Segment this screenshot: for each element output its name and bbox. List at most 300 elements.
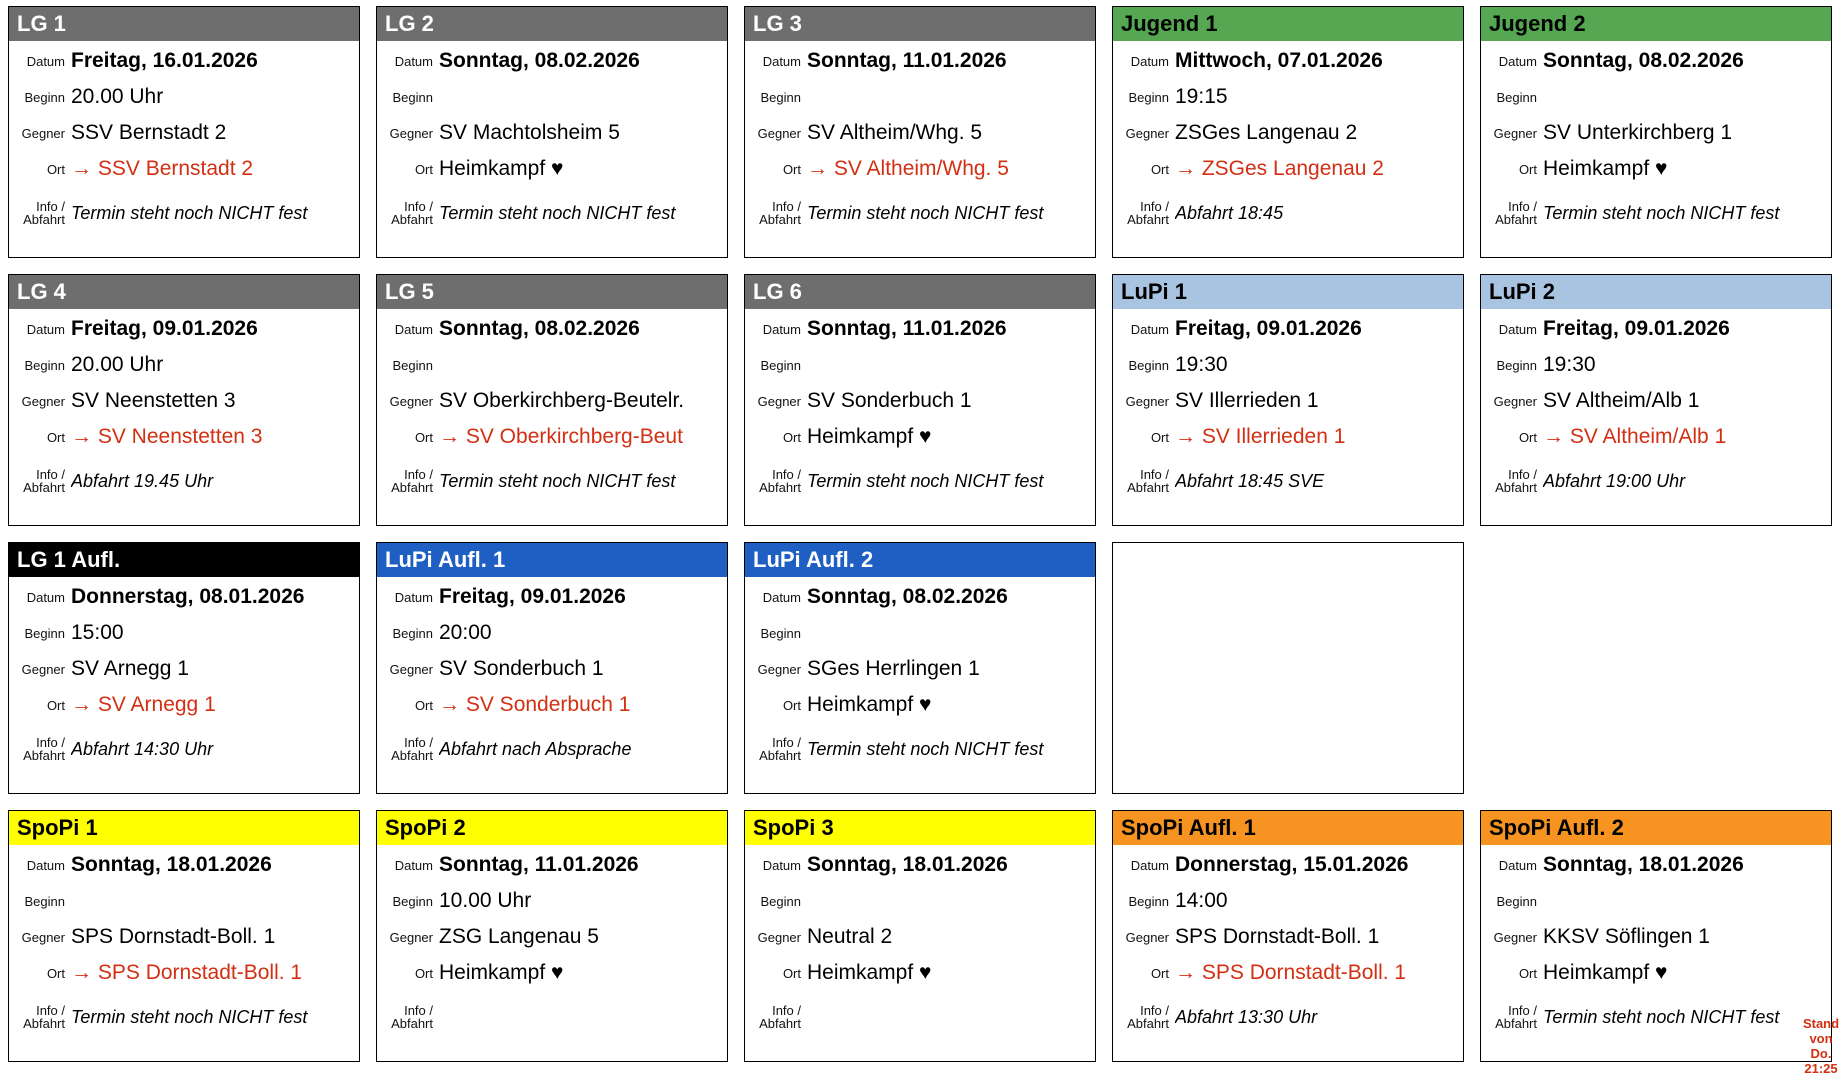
datum [377,43,727,79]
info-abfahrt-label: Info / Abfahrt [1127,1003,1169,1031]
gegner [1113,115,1463,151]
gegner [745,115,1095,151]
ort-value: → SV Neenstetten 3 [71,425,263,448]
ort-value: Heimkampf ♥ [807,693,932,716]
stand-note [1801,1016,1841,1076]
match-card-rows [9,845,359,1061]
match-card [1112,810,1464,1062]
match-card-rows [1481,845,1831,1061]
beginn [1113,347,1463,383]
beginn-label: Beginn [1496,893,1537,909]
match-card-cell [0,268,368,536]
ort-value: Heimkampf ♥ [1543,157,1668,180]
datum-label: Datum [394,857,433,873]
info-abfahrt [377,723,727,775]
beginn [377,347,727,383]
match-card-rows [9,41,359,257]
ort-label: Ort [414,965,433,981]
match-card-cell [1472,0,1840,268]
beginn-value: 20.00 Uhr [71,85,164,108]
beginn [1481,79,1831,115]
info-abfahrt-value: Abfahrt 18:45 [1175,202,1284,223]
ort [9,687,359,723]
match-card-cell [736,0,1104,268]
gegner-label: Gegner [757,661,801,677]
ort-value: → SV Sonderbuch 1 [439,693,631,716]
datum-label: Datum [394,589,433,605]
match-card [744,810,1096,1062]
datum [745,311,1095,347]
info-abfahrt-label: Info / Abfahrt [759,735,801,763]
stand-note-line4: 21:25 [1804,1061,1838,1076]
beginn [377,615,727,651]
beginn-label: Beginn [1128,893,1169,909]
beginn-label: Beginn [24,625,65,641]
datum-value: Sonntag, 11.01.2026 [807,49,1007,72]
ort-label: Ort [414,161,433,177]
match-card-cell [736,536,1104,804]
beginn-label: Beginn [1128,89,1169,105]
gegner-value: SV Sonderbuch 1 [439,657,604,680]
datum [745,579,1095,615]
beginn [745,79,1095,115]
match-card-title: SpoPi 1 [9,811,359,845]
datum-value: Sonntag, 18.01.2026 [71,853,272,876]
info-abfahrt [377,455,727,507]
info-abfahrt-label: Info / Abfahrt [391,199,433,227]
gegner-label: Gegner [389,661,433,677]
match-card-cell [368,536,736,804]
beginn [9,615,359,651]
info-abfahrt [1481,187,1831,239]
gegner-label: Gegner [389,929,433,945]
match-card [1112,542,1464,794]
beginn-value: 19:15 [1175,85,1228,108]
ort-label: Ort [782,965,801,981]
datum-value: Freitag, 16.01.2026 [71,49,258,72]
beginn [377,79,727,115]
ort-label: Ort [1518,161,1537,177]
match-card-title: LG 1 Aufl. [9,543,359,577]
match-card-cell [0,536,368,804]
ort-label: Ort [46,965,65,981]
gegner [1481,383,1831,419]
match-card-cell [1104,536,1472,804]
gegner [9,115,359,151]
gegner [1113,383,1463,419]
datum-label: Datum [762,321,801,337]
gegner-value: SGes Herrlingen 1 [807,657,980,680]
datum [1481,847,1831,883]
datum-label: Datum [1498,321,1537,337]
ort [377,687,727,723]
ort [9,151,359,187]
match-card [1480,6,1832,258]
info-abfahrt [1113,187,1463,239]
gegner-value: KKSV Söflingen 1 [1543,925,1710,948]
gegner-label: Gegner [21,393,65,409]
match-card-rows [1113,845,1463,1061]
gegner-label: Gegner [1493,393,1537,409]
gegner [9,919,359,955]
ort-value: → SV Illerrieden 1 [1175,425,1346,448]
beginn [9,883,359,919]
gegner-label: Gegner [757,125,801,141]
gegner [1481,919,1831,955]
ort-value: → SV Arnegg 1 [71,693,216,716]
match-card-title: Jugend 1 [1113,7,1463,41]
datum-value: Sonntag, 18.01.2026 [1543,853,1744,876]
info-abfahrt-value: Termin steht noch NICHT fest [1543,1006,1780,1027]
info-abfahrt-value: Termin steht noch NICHT fest [807,738,1044,759]
ort-label: Ort [414,429,433,445]
match-card-cell [1472,804,1840,1072]
info-abfahrt-label: Info / Abfahrt [759,1003,801,1031]
datum [377,311,727,347]
info-abfahrt-value: Abfahrt 19.45 Uhr [71,470,214,491]
datum [377,579,727,615]
ort [1113,151,1463,187]
gegner [377,115,727,151]
ort-value: → ZSGes Langenau 2 [1175,157,1384,180]
datum-label: Datum [1498,857,1537,873]
info-abfahrt-value: Abfahrt 14:30 Uhr [71,738,214,759]
match-card-cell [368,804,736,1072]
match-card-title: LuPi Aufl. 1 [377,543,727,577]
match-card-title: SpoPi 3 [745,811,1095,845]
datum-value: Freitag, 09.01.2026 [439,585,626,608]
gegner-value: SV Altheim/Alb 1 [1543,389,1700,412]
stand-note-line2: von [1809,1031,1833,1046]
info-abfahrt-value: Abfahrt nach Absprache [439,738,632,759]
match-card-cell [0,804,368,1072]
datum [9,847,359,883]
ort [9,419,359,455]
match-card [744,542,1096,794]
info-abfahrt-label: Info / Abfahrt [1127,467,1169,495]
datum [9,311,359,347]
beginn [1113,883,1463,919]
match-card [1112,274,1464,526]
match-card-title: SpoPi 2 [377,811,727,845]
gegner-value: SV Oberkirchberg-Beutelr. [439,389,685,412]
ort [9,955,359,991]
beginn [9,79,359,115]
info-abfahrt-label: Info / Abfahrt [391,1003,433,1031]
datum-label: Datum [1130,857,1169,873]
match-card-rows [377,309,727,525]
gegner-label: Gegner [1125,393,1169,409]
ort [377,151,727,187]
beginn-label: Beginn [392,89,433,105]
gegner [745,383,1095,419]
beginn-value: 19:30 [1543,353,1596,376]
datum-value: Freitag, 09.01.2026 [1175,317,1362,340]
gegner [1481,115,1831,151]
datum-value: Sonntag, 11.01.2026 [807,317,1007,340]
beginn [1481,883,1831,919]
info-abfahrt [1481,991,1831,1043]
match-card-rows [1481,309,1831,525]
ort [377,419,727,455]
match-card-cell [368,268,736,536]
info-abfahrt-value: Abfahrt 18:45 SVE [1175,470,1325,491]
info-abfahrt [745,187,1095,239]
datum-label: Datum [1498,53,1537,69]
beginn [745,347,1095,383]
gegner-label: Gegner [1125,929,1169,945]
gegner-value: SV Sonderbuch 1 [807,389,972,412]
beginn-label: Beginn [1128,357,1169,373]
gegner-value: SV Arnegg 1 [71,657,189,680]
gegner [9,651,359,687]
ort-label: Ort [46,697,65,713]
gegner [745,651,1095,687]
beginn-label: Beginn [760,357,801,373]
datum-value: Mittwoch, 07.01.2026 [1175,49,1383,72]
gegner-label: Gegner [21,125,65,141]
gegner [377,651,727,687]
match-card-title: LG 5 [377,275,727,309]
datum-value: Sonntag, 08.02.2026 [439,49,640,72]
beginn-label: Beginn [392,893,433,909]
match-card [1112,6,1464,258]
ort [1481,419,1831,455]
info-abfahrt-label: Info / Abfahrt [23,735,65,763]
match-card-title: LuPi Aufl. 2 [745,543,1095,577]
info-abfahrt [377,187,727,239]
info-abfahrt [745,723,1095,775]
ort-label: Ort [1150,161,1169,177]
datum-label: Datum [1130,321,1169,337]
datum-value: Sonntag, 11.01.2026 [439,853,639,876]
beginn-value: 20:00 [439,621,492,644]
beginn-label: Beginn [760,893,801,909]
info-abfahrt-value: Termin steht noch NICHT fest [439,202,676,223]
datum [377,847,727,883]
match-card-rows [1113,41,1463,257]
gegner [377,383,727,419]
match-card-title: LG 4 [9,275,359,309]
beginn-value: 14:00 [1175,889,1228,912]
info-abfahrt-label: Info / Abfahrt [391,467,433,495]
beginn [1113,79,1463,115]
ort-label: Ort [782,161,801,177]
datum [1481,311,1831,347]
ort [745,419,1095,455]
beginn-label: Beginn [1496,89,1537,105]
ort-label: Ort [1150,965,1169,981]
datum-label: Datum [26,53,65,69]
match-card-rows [745,577,1095,793]
gegner-value: SSV Bernstadt 2 [71,121,227,144]
ort [1113,955,1463,991]
ort-label: Ort [782,429,801,445]
info-abfahrt [1113,455,1463,507]
match-card [376,274,728,526]
datum [1481,43,1831,79]
beginn-label: Beginn [24,357,65,373]
gegner-value: ZSGes Langenau 2 [1175,121,1358,144]
gegner-label: Gegner [757,393,801,409]
gegner-value: ZSG Langenau 5 [439,925,599,948]
gegner-label: Gegner [1125,125,1169,141]
match-card-cell [1104,804,1472,1072]
match-card [8,6,360,258]
info-abfahrt-value: Termin steht noch NICHT fest [1543,202,1780,223]
ort-value: Heimkampf ♥ [439,961,564,984]
stand-note-line1: Stand [1802,1016,1840,1031]
gegner-label: Gegner [21,661,65,677]
ort-label: Ort [1150,429,1169,445]
datum [745,43,1095,79]
beginn-label: Beginn [1496,357,1537,373]
datum-value: Sonntag, 08.02.2026 [1543,49,1744,72]
beginn-label: Beginn [760,89,801,105]
ort-value: → SPS Dornstadt-Boll. 1 [1175,961,1407,984]
gegner-label: Gegner [389,393,433,409]
gegner-label: Gegner [21,929,65,945]
info-abfahrt-label: Info / Abfahrt [1495,199,1537,227]
gegner [745,919,1095,955]
info-abfahrt [9,991,359,1043]
datum-label: Datum [1130,53,1169,69]
info-abfahrt-value: Abfahrt 19:00 Uhr [1543,470,1686,491]
match-card [8,542,360,794]
datum-label: Datum [762,857,801,873]
ort-value: Heimkampf ♥ [1543,961,1668,984]
match-card-rows [9,309,359,525]
info-abfahrt-label: Info / Abfahrt [1127,199,1169,227]
ort-label: Ort [46,429,65,445]
match-card-cell [736,804,1104,1072]
datum-label: Datum [26,321,65,337]
beginn [9,347,359,383]
gegner [9,383,359,419]
info-abfahrt-label: Info / Abfahrt [23,199,65,227]
datum-value: Sonntag, 08.02.2026 [807,585,1008,608]
ort [745,687,1095,723]
gegner-value: Neutral 2 [807,925,893,948]
datum [9,579,359,615]
ort [745,955,1095,991]
ort [1481,955,1831,991]
ort-label: Ort [782,697,801,713]
info-abfahrt-label: Info / Abfahrt [23,1003,65,1031]
info-abfahrt [9,455,359,507]
match-card-cell [0,0,368,268]
info-abfahrt-value: Termin steht noch NICHT fest [71,202,308,223]
info-abfahrt [1481,455,1831,507]
match-card-cell [736,268,1104,536]
match-card-title: LuPi 1 [1113,275,1463,309]
ort [377,955,727,991]
gegner-label: Gegner [1493,125,1537,141]
match-card-title: SpoPi Aufl. 1 [1113,811,1463,845]
datum [1113,847,1463,883]
match-card-rows [745,309,1095,525]
ort-value: Heimkampf ♥ [439,157,564,180]
gegner-label: Gegner [1493,929,1537,945]
info-abfahrt-value: Abfahrt 13:30 Uhr [1175,1006,1318,1027]
gegner-label: Gegner [757,929,801,945]
datum-value: Sonntag, 08.02.2026 [439,317,640,340]
match-card-cell [1104,0,1472,268]
gegner [1113,919,1463,955]
match-card-rows [9,577,359,793]
info-abfahrt-value: Termin steht noch NICHT fest [71,1006,308,1027]
beginn [377,883,727,919]
info-abfahrt [9,723,359,775]
datum-value: Freitag, 09.01.2026 [71,317,258,340]
match-card-title: Jugend 2 [1481,7,1831,41]
match-card [376,542,728,794]
match-card-cell [1104,268,1472,536]
beginn [745,883,1095,919]
info-abfahrt-value: Termin steht noch NICHT fest [807,470,1044,491]
gegner-value: SV Machtolsheim 5 [439,121,620,144]
match-card-title: LG 1 [9,7,359,41]
match-card-cell [368,0,736,268]
datum-label: Datum [26,589,65,605]
datum [1113,43,1463,79]
ort-value: Heimkampf ♥ [807,961,932,984]
ort-value: Heimkampf ♥ [807,425,932,448]
ort-value: → SV Oberkirchberg-Beut [439,425,683,448]
match-card [376,810,728,1062]
match-card-rows [745,845,1095,1061]
match-card-title: SpoPi Aufl. 2 [1481,811,1831,845]
match-card [1480,274,1832,526]
info-abfahrt-label: Info / Abfahrt [1495,1003,1537,1031]
info-abfahrt-label: Info / Abfahrt [391,735,433,763]
match-card-title: LuPi 2 [1481,275,1831,309]
match-card-rows [377,41,727,257]
match-card-cell [1472,536,1840,804]
gegner-value: SV Neenstetten 3 [71,389,236,412]
beginn-label: Beginn [760,625,801,641]
datum [1113,311,1463,347]
info-abfahrt [377,991,727,1043]
match-card [1480,810,1832,1062]
match-card-cell [1472,268,1840,536]
beginn-value: 10.00 Uhr [439,889,532,912]
datum [745,847,1095,883]
match-card [744,274,1096,526]
gegner-value: SPS Dornstadt-Boll. 1 [1175,925,1380,948]
gegner-value: SV Illerrieden 1 [1175,389,1319,412]
ort-label: Ort [414,697,433,713]
info-abfahrt [1113,991,1463,1043]
gegner-label: Gegner [389,125,433,141]
ort-value: → SV Altheim/Whg. 5 [807,157,1009,180]
ort-label: Ort [1518,429,1537,445]
datum-label: Datum [762,589,801,605]
ort-label: Ort [46,161,65,177]
gegner-value: SPS Dornstadt-Boll. 1 [71,925,276,948]
match-card [744,6,1096,258]
ort [1481,151,1831,187]
beginn [745,615,1095,651]
info-abfahrt-label: Info / Abfahrt [759,199,801,227]
beginn-value: 15:00 [71,621,124,644]
ort [745,151,1095,187]
beginn-label: Beginn [24,89,65,105]
ort-label: Ort [1518,965,1537,981]
match-card-rows [1481,41,1831,257]
match-card-title: LG 2 [377,7,727,41]
match-card [8,810,360,1062]
